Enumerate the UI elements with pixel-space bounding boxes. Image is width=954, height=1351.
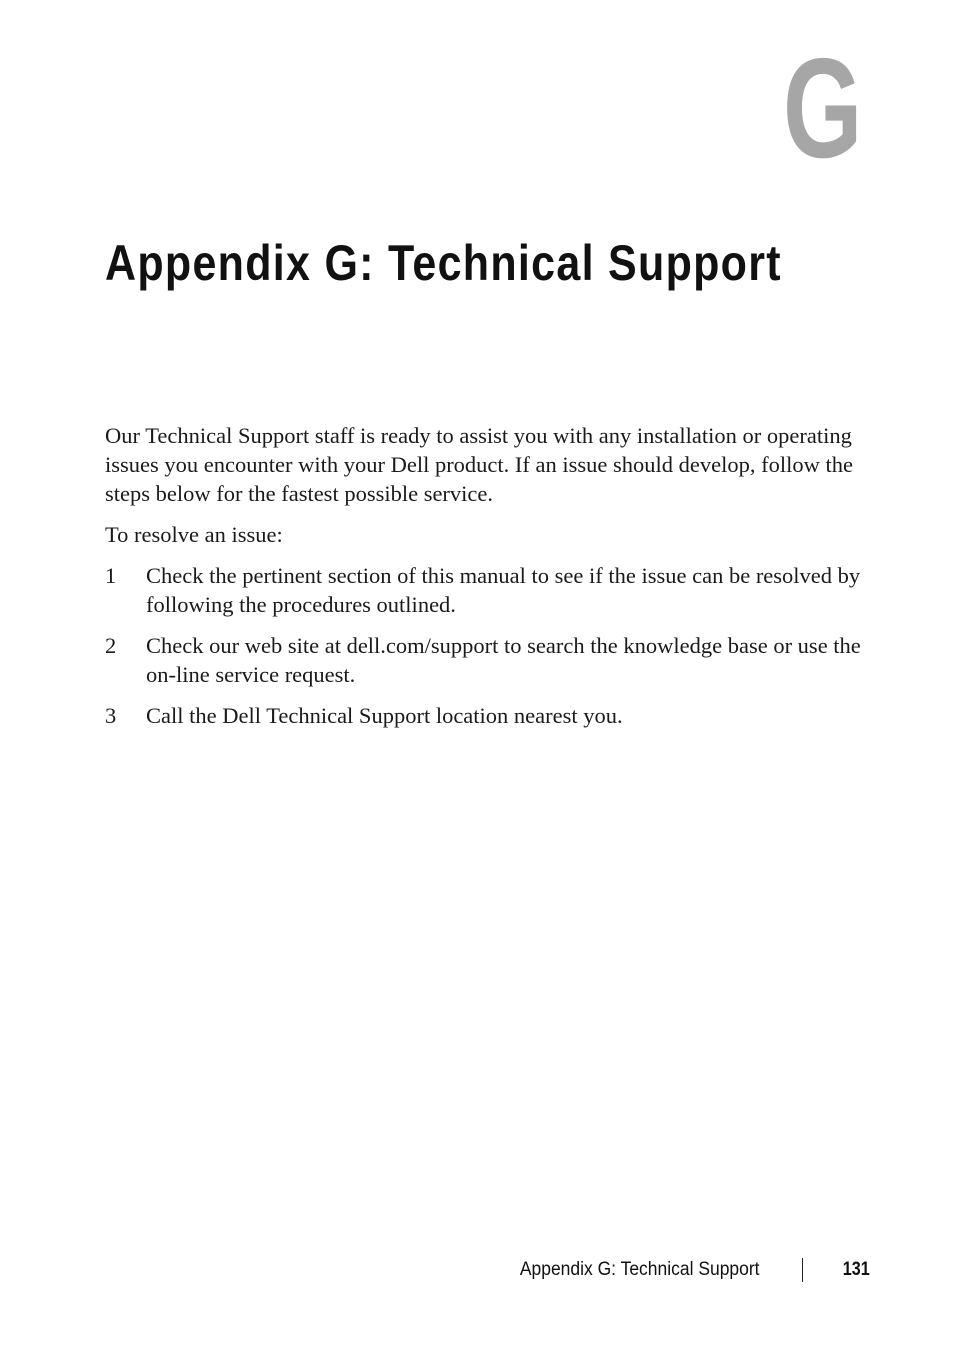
- body-content: [105, 421, 870, 742]
- page-number: 131: [843, 1259, 870, 1280]
- intro-paragraph: Our Technical Support staff is ready to assist you with any installation or operating issues you encounter with your Dell product. If an issue should develop, follow the steps below for the fastest possible service.: [105, 423, 853, 506]
- step-item: [105, 701, 870, 730]
- lead-in-text: To resolve an issue:: [105, 522, 283, 547]
- steps-list: [105, 561, 870, 730]
- step-text: Check the pertinent section of this manual to see if the issue can be resolved by following the procedures outlined.: [146, 563, 861, 617]
- step-text: Check our web site at dell.com/support to search the knowledge base or use the on-line service request.: [146, 633, 861, 687]
- page-title: Appendix G: Technical Support: [105, 235, 782, 291]
- step-number: 1: [105, 563, 117, 588]
- chapter-letter: G: [782, 29, 862, 188]
- step-text: Call the Dell Technical Support location nearest you.: [146, 703, 623, 728]
- page-footer: [0, 1258, 954, 1284]
- step-number: 2: [105, 633, 117, 658]
- step-item: [105, 561, 870, 619]
- footer-section-title: Appendix G: Technical Support: [520, 1259, 760, 1280]
- step-number: 3: [105, 703, 117, 728]
- footer-divider: [802, 1258, 803, 1282]
- step-item: [105, 631, 870, 689]
